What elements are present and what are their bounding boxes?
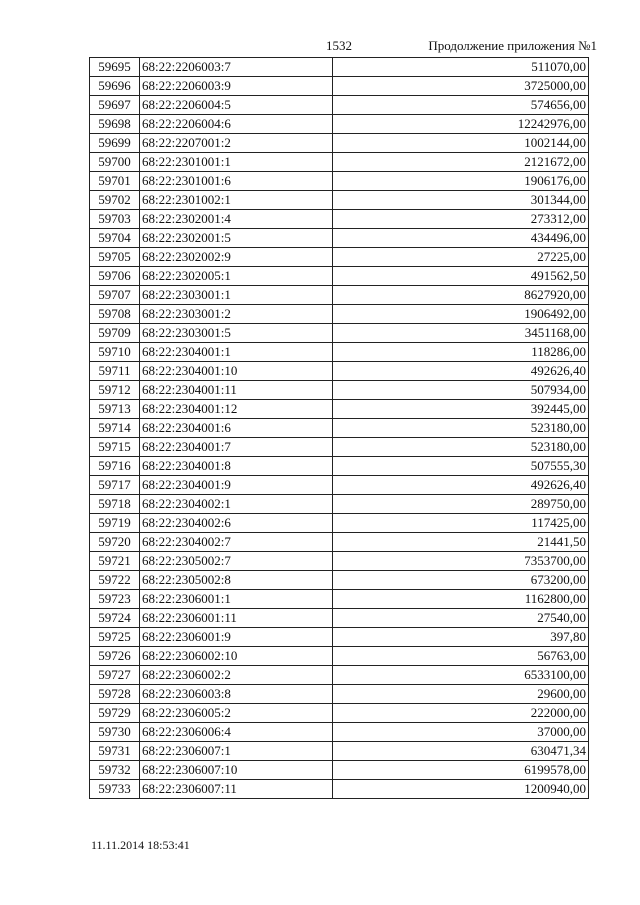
table-row (90, 533, 589, 552)
value-cell: 523180,00 (333, 438, 589, 457)
cadastral-number-cell: 68:22:2304001:6 (140, 419, 333, 438)
table-row (90, 305, 589, 324)
row-number-cell: 59701 (90, 172, 140, 191)
cadastral-number-cell: 68:22:2304001:8 (140, 457, 333, 476)
table-row (90, 704, 589, 723)
cadastral-number-cell: 68:22:2306002:10 (140, 647, 333, 666)
cadastral-number-cell: 68:22:2303001:5 (140, 324, 333, 343)
page-number: 1532 (326, 38, 352, 53)
row-number-cell: 59722 (90, 571, 140, 590)
value-cell: 1002144,00 (333, 134, 589, 153)
row-number-cell: 59725 (90, 628, 140, 647)
cadastral-number-cell: 68:22:2304001:7 (140, 438, 333, 457)
table-row (90, 514, 589, 533)
value-cell: 673200,00 (333, 571, 589, 590)
table-row (90, 628, 589, 647)
row-number-cell: 59697 (90, 96, 140, 115)
value-cell: 8627920,00 (333, 286, 589, 305)
cadastral-number-cell: 68:22:2306001:1 (140, 590, 333, 609)
value-cell: 6533100,00 (333, 666, 589, 685)
value-cell: 12242976,00 (333, 115, 589, 134)
table-row (90, 381, 589, 400)
cadastral-number-cell: 68:22:2302001:5 (140, 229, 333, 248)
table-row (90, 400, 589, 419)
footer-timestamp: 11.11.2014 18:53:41 (91, 838, 190, 852)
cadastral-number-cell: 68:22:2302005:1 (140, 267, 333, 286)
row-number-cell: 59705 (90, 248, 140, 267)
row-number-cell: 59715 (90, 438, 140, 457)
cadastral-number-cell: 68:22:2304001:12 (140, 400, 333, 419)
value-cell: 6199578,00 (333, 761, 589, 780)
row-number-cell: 59714 (90, 419, 140, 438)
table-row (90, 438, 589, 457)
table-row (90, 476, 589, 495)
row-number-cell: 59717 (90, 476, 140, 495)
cadastral-number-cell: 68:22:2306003:8 (140, 685, 333, 704)
row-number-cell: 59700 (90, 153, 140, 172)
table-row (90, 286, 589, 305)
cadastral-number-cell: 68:22:2301001:1 (140, 153, 333, 172)
table-row (90, 153, 589, 172)
value-cell: 1906176,00 (333, 172, 589, 191)
row-number-cell: 59708 (90, 305, 140, 324)
value-cell: 29600,00 (333, 685, 589, 704)
row-number-cell: 59727 (90, 666, 140, 685)
page-header-title: Продолжение приложения №1 (428, 38, 597, 53)
row-number-cell: 59719 (90, 514, 140, 533)
value-cell: 289750,00 (333, 495, 589, 514)
cadastral-number-cell: 68:22:2306001:9 (140, 628, 333, 647)
value-cell: 630471,34 (333, 742, 589, 761)
value-cell: 492626,40 (333, 362, 589, 381)
value-cell: 507555,30 (333, 457, 589, 476)
row-number-cell: 59713 (90, 400, 140, 419)
cadastral-number-cell: 68:22:2304001:11 (140, 381, 333, 400)
row-number-cell: 59730 (90, 723, 140, 742)
row-number-cell: 59699 (90, 134, 140, 153)
registry-table-body (90, 58, 589, 799)
value-cell: 7353700,00 (333, 552, 589, 571)
table-row (90, 96, 589, 115)
table-row (90, 723, 589, 742)
value-cell: 491562,50 (333, 267, 589, 286)
cadastral-number-cell: 68:22:2304002:6 (140, 514, 333, 533)
value-cell: 507934,00 (333, 381, 589, 400)
value-cell: 117425,00 (333, 514, 589, 533)
table-row (90, 267, 589, 286)
cadastral-number-cell: 68:22:2206004:5 (140, 96, 333, 115)
table-row (90, 780, 589, 799)
row-number-cell: 59703 (90, 210, 140, 229)
row-number-cell: 59696 (90, 77, 140, 96)
cadastral-number-cell: 68:22:2305002:8 (140, 571, 333, 590)
row-number-cell: 59711 (90, 362, 140, 381)
cadastral-number-cell: 68:22:2304001:10 (140, 362, 333, 381)
cadastral-number-cell: 68:22:2304001:9 (140, 476, 333, 495)
table-row (90, 324, 589, 343)
value-cell: 523180,00 (333, 419, 589, 438)
table-row (90, 685, 589, 704)
cadastral-number-cell: 68:22:2305002:7 (140, 552, 333, 571)
row-number-cell: 59720 (90, 533, 140, 552)
row-number-cell: 59724 (90, 609, 140, 628)
row-number-cell: 59718 (90, 495, 140, 514)
value-cell: 511070,00 (333, 58, 589, 77)
table-row (90, 761, 589, 780)
table-row (90, 666, 589, 685)
table-row (90, 58, 589, 77)
value-cell: 222000,00 (333, 704, 589, 723)
row-number-cell: 59716 (90, 457, 140, 476)
row-number-cell: 59729 (90, 704, 140, 723)
value-cell: 2121672,00 (333, 153, 589, 172)
row-number-cell: 59731 (90, 742, 140, 761)
cadastral-number-cell: 68:22:2206003:9 (140, 77, 333, 96)
cadastral-number-cell: 68:22:2206003:7 (140, 58, 333, 77)
value-cell: 574656,00 (333, 96, 589, 115)
value-cell: 273312,00 (333, 210, 589, 229)
cadastral-number-cell: 68:22:2304002:1 (140, 495, 333, 514)
table-row (90, 457, 589, 476)
row-number-cell: 59726 (90, 647, 140, 666)
row-number-cell: 59698 (90, 115, 140, 134)
cadastral-number-cell: 68:22:2304002:7 (140, 533, 333, 552)
table-row (90, 362, 589, 381)
value-cell: 492626,40 (333, 476, 589, 495)
row-number-cell: 59721 (90, 552, 140, 571)
value-cell: 397,80 (333, 628, 589, 647)
cadastral-number-cell: 68:22:2306006:4 (140, 723, 333, 742)
table-row (90, 419, 589, 438)
cadastral-number-cell: 68:22:2306007:10 (140, 761, 333, 780)
row-number-cell: 59712 (90, 381, 140, 400)
value-cell: 3725000,00 (333, 77, 589, 96)
table-row (90, 134, 589, 153)
cadastral-number-cell: 68:22:2306007:11 (140, 780, 333, 799)
value-cell: 118286,00 (333, 343, 589, 362)
cadastral-number-cell: 68:22:2306001:11 (140, 609, 333, 628)
table-row (90, 609, 589, 628)
row-number-cell: 59709 (90, 324, 140, 343)
cadastral-number-cell: 68:22:2303001:2 (140, 305, 333, 324)
table-row (90, 552, 589, 571)
row-number-cell: 59704 (90, 229, 140, 248)
cadastral-number-cell: 68:22:2303001:1 (140, 286, 333, 305)
value-cell: 21441,50 (333, 533, 589, 552)
value-cell: 301344,00 (333, 191, 589, 210)
row-number-cell: 59706 (90, 267, 140, 286)
table-row (90, 229, 589, 248)
row-number-cell: 59732 (90, 761, 140, 780)
table-row (90, 77, 589, 96)
value-cell: 27225,00 (333, 248, 589, 267)
row-number-cell: 59728 (90, 685, 140, 704)
table-row (90, 495, 589, 514)
row-number-cell: 59710 (90, 343, 140, 362)
table-row (90, 590, 589, 609)
cadastral-number-cell: 68:22:2302001:4 (140, 210, 333, 229)
value-cell: 3451168,00 (333, 324, 589, 343)
cadastral-number-cell: 68:22:2306005:2 (140, 704, 333, 723)
table-row (90, 248, 589, 267)
table-row (90, 172, 589, 191)
table-row (90, 742, 589, 761)
cadastral-number-cell: 68:22:2306002:2 (140, 666, 333, 685)
row-number-cell: 59723 (90, 590, 140, 609)
value-cell: 56763,00 (333, 647, 589, 666)
table-row (90, 191, 589, 210)
row-number-cell: 59695 (90, 58, 140, 77)
cadastral-number-cell: 68:22:2301002:1 (140, 191, 333, 210)
value-cell: 434496,00 (333, 229, 589, 248)
value-cell: 1200940,00 (333, 780, 589, 799)
table-row (90, 115, 589, 134)
cadastral-number-cell: 68:22:2304001:1 (140, 343, 333, 362)
row-number-cell: 59707 (90, 286, 140, 305)
table-row (90, 343, 589, 362)
row-number-cell: 59702 (90, 191, 140, 210)
row-number-cell: 59733 (90, 780, 140, 799)
table-row (90, 210, 589, 229)
registry-table (89, 57, 589, 799)
table-row (90, 647, 589, 666)
value-cell: 27540,00 (333, 609, 589, 628)
cadastral-number-cell: 68:22:2306007:1 (140, 742, 333, 761)
value-cell: 1906492,00 (333, 305, 589, 324)
cadastral-number-cell: 68:22:2206004:6 (140, 115, 333, 134)
cadastral-number-cell: 68:22:2207001:2 (140, 134, 333, 153)
cadastral-number-cell: 68:22:2302002:9 (140, 248, 333, 267)
value-cell: 392445,00 (333, 400, 589, 419)
value-cell: 37000,00 (333, 723, 589, 742)
table-row (90, 571, 589, 590)
value-cell: 1162800,00 (333, 590, 589, 609)
cadastral-number-cell: 68:22:2301001:6 (140, 172, 333, 191)
